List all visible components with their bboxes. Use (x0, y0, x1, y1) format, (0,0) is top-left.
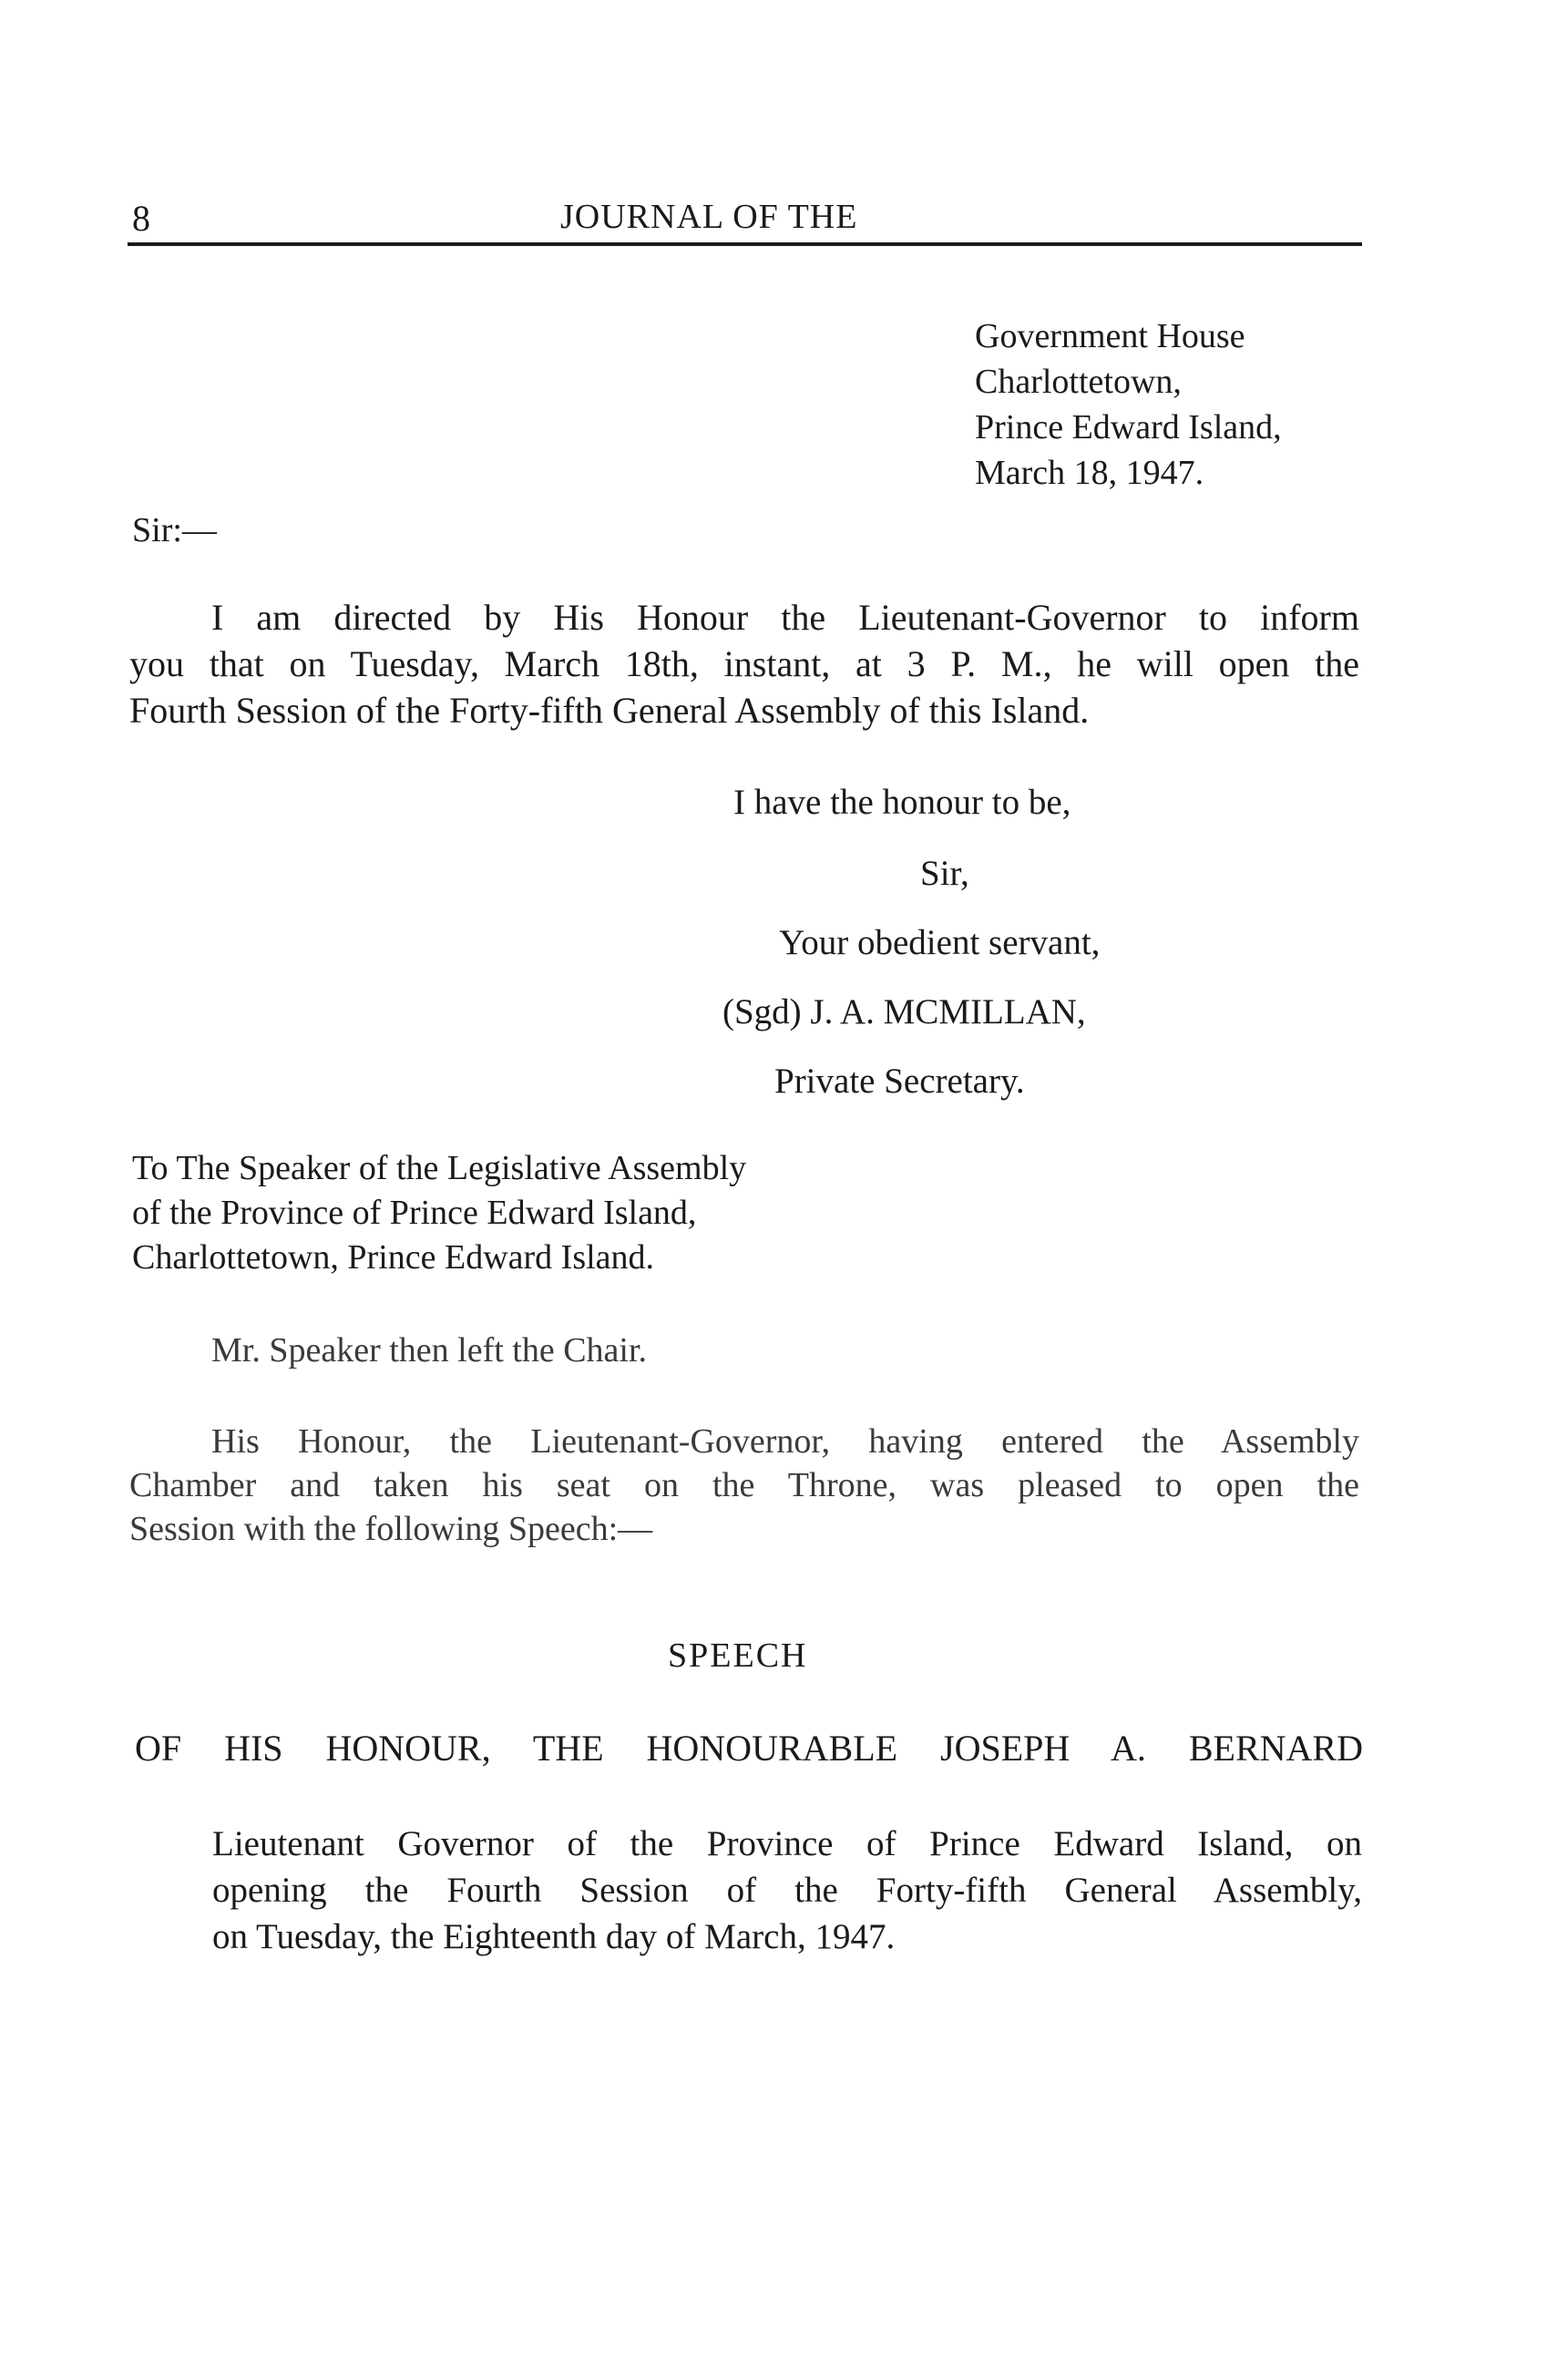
closing-line: I have the honour to be, (733, 783, 1071, 822)
speaker-left-chair: Mr. Speaker then left the Chair. (211, 1331, 648, 1370)
address-line: March 18, 1947. (975, 454, 1204, 492)
honour-entered-paragraph (129, 1420, 1359, 1551)
speech-description-line: on Tuesday, the Eighteenth day of March, 1947. (212, 1917, 896, 1956)
address-line: Government House (975, 317, 1245, 355)
page-number: 8 (132, 198, 150, 239)
recipient-block (132, 1146, 746, 1280)
recipient-line: To The Speaker of the Legislative Assembly (132, 1149, 747, 1187)
speech-heading: SPEECH (668, 1636, 808, 1675)
closing-sir: Sir, (920, 854, 969, 893)
letter-body-line: you that on Tuesday, March 18th, instant, at 3 P. M., he will open the (129, 643, 1359, 684)
recipient-line: of the Province of Prince Edward Island, (132, 1194, 697, 1232)
speech-description-line: Lieutenant Governor of the Province of Prince Edward Island, on (212, 1824, 1362, 1863)
closing-servant: Your obedient servant, (779, 923, 1101, 962)
address-line: Prince Edward Island, (975, 408, 1282, 446)
signatory-title: Private Secretary. (774, 1062, 1025, 1101)
speech-subheading: OF HIS HONOUR, THE HONOURABLE JOSEPH A. BERNARD (135, 1728, 1363, 1769)
letter-body-line: Fourth Session of the Forty-fifth General Assembly of this Island. (129, 690, 1090, 731)
header-rule (128, 242, 1362, 246)
honour-entered-line: Session with the following Speech:— (129, 1510, 653, 1548)
signature: (Sgd) J. A. MCMILLAN, (722, 992, 1086, 1031)
speech-description (212, 1821, 1362, 1960)
salutation: Sir:— (132, 511, 217, 549)
letter-body-line: I am directed by His Honour the Lieutenant-Governor to inform (211, 597, 1359, 638)
honour-entered-line: His Honour, the Lieutenant-Governor, having entered the Assembly (211, 1422, 1359, 1461)
honour-entered-line: Chamber and taken his seat on the Throne, was pleased to open the (129, 1466, 1359, 1504)
recipient-line: Charlottetown, Prince Edward Island. (132, 1238, 655, 1277)
running-title: JOURNAL OF THE (560, 198, 858, 236)
speech-description-line: opening the Fourth Session of the Forty-fifth General Assembly, (212, 1871, 1362, 1910)
letter-body (129, 594, 1359, 733)
address-block (975, 313, 1282, 496)
address-line: Charlottetown, (975, 363, 1182, 401)
